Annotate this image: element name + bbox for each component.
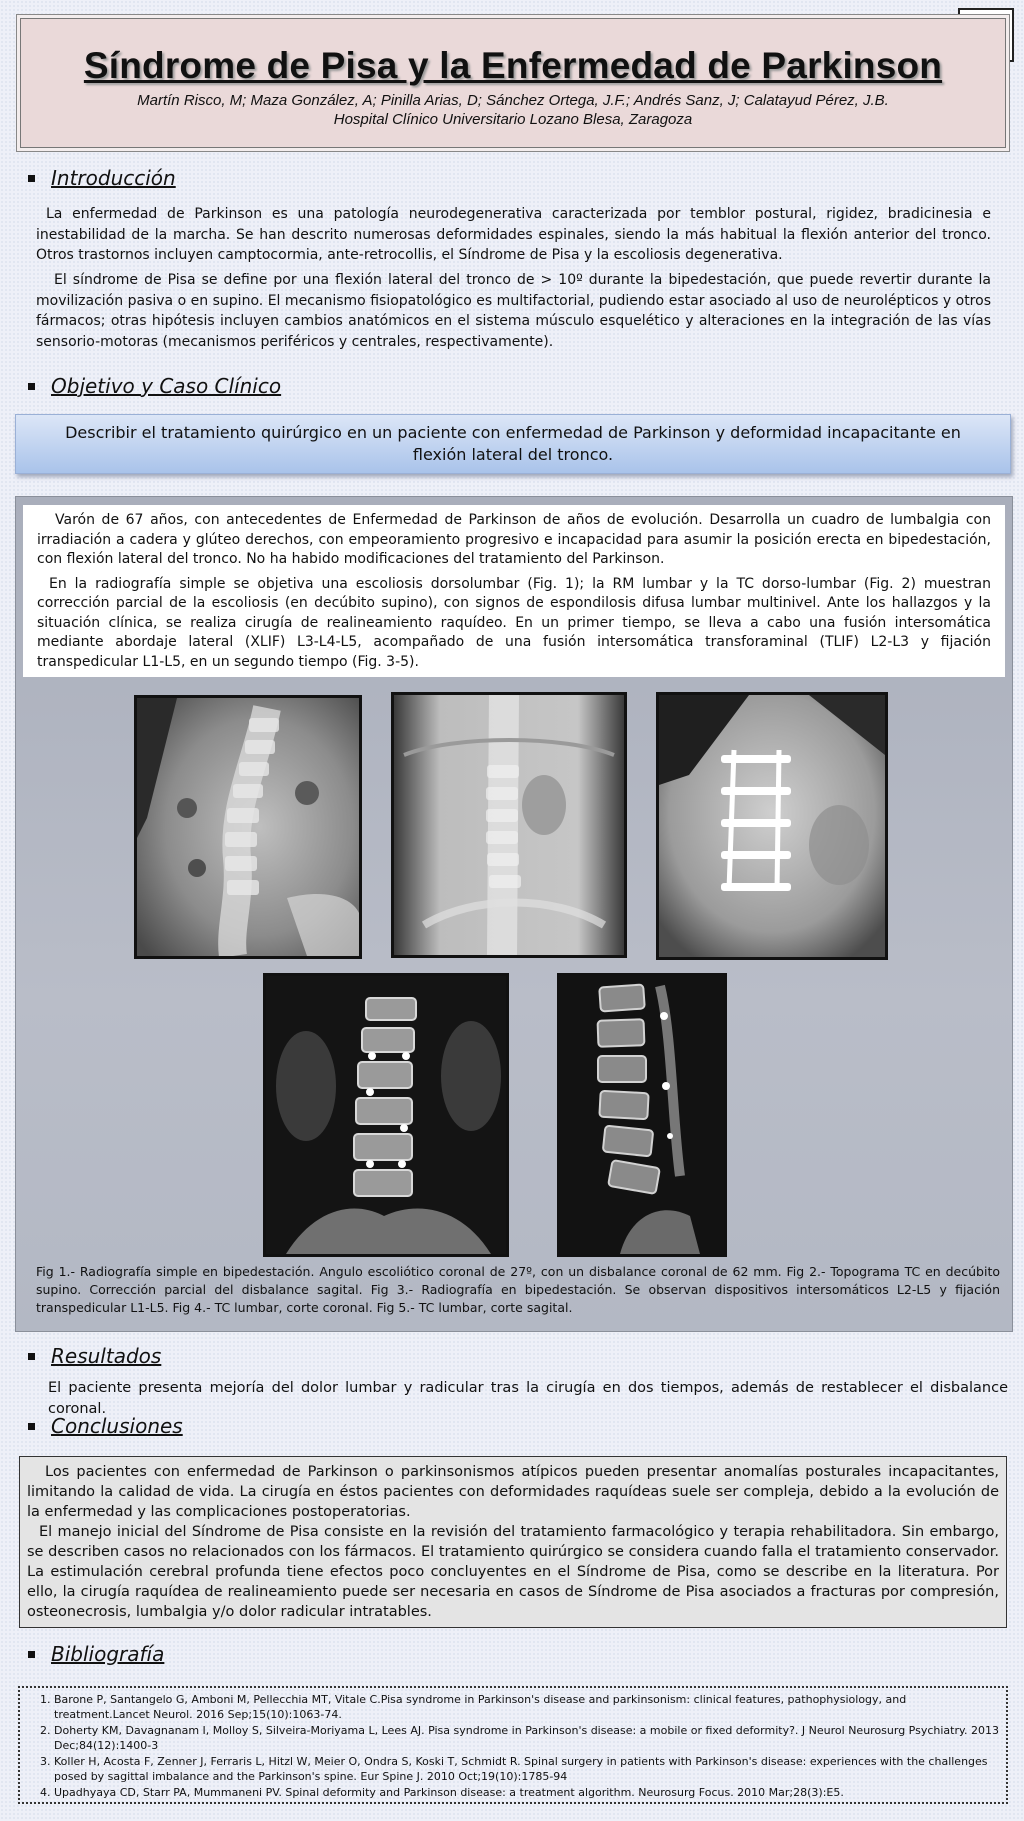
case-paragraph-1: Varón de 67 años, con antecedentes de Enfermedad de Parkinson de años de evolución. Desarrolla un cuadro de lumbalgia con irradiación a cadera y glúteo derechos, con empeoramiento progresivo e incapacidad para asumir la posición erecta en bipedestación, con flexión lateral del tronco. No ha habido modificaciones del tratamiento del Parkinson. [37, 512, 991, 567]
section-heading-conclusiones [28, 1414, 183, 1438]
section-heading-resultados [28, 1344, 161, 1368]
topogram-image [394, 695, 624, 955]
xray-image [137, 698, 359, 956]
conclusions-paragraph-1: Los pacientes con enfermedad de Parkinson o parkinsonismos atípicos pueden presentar anomalías posturales incapacitantes, limitando la calidad de vida. La cirugía en éstos pacientes con deformidades raquídeas suele ser compleja, debido a la evolución de la enfermedad y las complicaciones postoperatorias. [27, 1464, 999, 1520]
coronal-ct-image [266, 976, 506, 1254]
intro-paragraph-2: El síndrome de Pisa se define por una flexión lateral del tronco de > 10º durante la bipedestación, que puede revertir durante la movilización pasiva o en supino. El mecanismo fisiopatológico es multifactorial, pudiendo estar asociado al uso de neurolépticos y otros fármacos; otras hipótesis incluyen cambios anatómicos en el sistema músculo esquelético y alteraciones en la integración de las vías sensorio-motoras (mecanismos periféricos y centrales, respectivamente). [36, 272, 991, 350]
poster-title: Síndrome de Pisa y la Enfermedad de Parkinson [83, 45, 943, 86]
conclusions-box [19, 1456, 1007, 1628]
poster-header [20, 18, 1006, 148]
objective-text: Describir el tratamiento quirúrgico en un paciente con enfermedad de Parkinson y deformidad incapacitante en flexión lateral del tronco. [65, 423, 961, 464]
bullet-square-icon [28, 383, 35, 390]
bullet-square-icon [28, 1651, 35, 1658]
figure-caption: Fig 1.- Radiografía simple en bipedestación. Angulo escoliótico coronal de 27º, con un disbalance coronal de 62 mm. Fig 2.- Topograma TC en decúbito supino. Corrección parcial del disbalance sagital. Fig 3.- Radiografía en bipedestación. Se observan dispositivos intersomáticos L2-L5 y fijación transpedicular L1-L5. Fig 4.- TC lumbar, corte coronal. Fig 5.- TC lumbar, corte sagital. [36, 1264, 1000, 1315]
conclusions-paragraph-2: El manejo inicial del Síndrome de Pisa consiste en la revisión del tratamiento farmacológico y terapia rehabilitadora. Sin embargo, se describen casos no relacionados con los fármacos. El tratamiento quirúrgico se considera cuando falla el tratamiento conservador. La estimulación cerebral profunda tiene efectos poco concluyentes en el Síndrome de Pisa, como se describe en la literatura. Por ello, la cirugía raquídea de realineamiento puede ser necesaria en casos de Síndrome de Pisa asociados a fracturas por compresión, osteonecrosis, lumbalgia y/o dolor radicular intratables. [27, 1524, 999, 1620]
case-text-box [23, 505, 1005, 677]
section-title: Bibliografía [51, 1642, 165, 1666]
section-heading-introduccion [28, 166, 176, 190]
bibliography-item: 3. Koller H, Acosta F, Zenner J, Ferraris L, Hitzl W, Meier O, Ondra S, Koski T, Schmidt R. Spinal surgery in patients with Parkinson's disease: experiences with the challenges posed by sagittal imbalance and the Parkinson's spine. Eur Spine J. 2010 Oct;19(10):1785-94 [54, 1754, 1000, 1784]
bibliography-item: 1. Barone P, Santangelo G, Amboni M, Pellecchia MT, Vitale C.Pisa syndrome in Parkinson's disease and parkinsonism: clinical features, pathophysiology, and treatment.Lancet Neurol. 2016 Sep;15(10):1063-74. [54, 1692, 1000, 1722]
sagittal-ct-image [560, 976, 724, 1254]
bibliography-box [18, 1686, 1008, 1804]
bullet-square-icon [28, 1423, 35, 1430]
clinical-case-box [15, 496, 1013, 1332]
bullet-square-icon [28, 1353, 35, 1360]
section-heading-bibliografia [28, 1642, 164, 1666]
figure-1-xray [134, 695, 362, 959]
section-heading-objetivo [28, 374, 281, 398]
bibliography-item: 4. Upadhyaya CD, Starr PA, Mummaneni PV. Spinal deformity and Parkinson disease: a treatment algorithm. Neurosurg Focus. 2010 Mar;28(3):E5. [54, 1785, 1000, 1800]
section-title: Resultados [51, 1344, 162, 1368]
figure-2-ct-topogram [391, 692, 627, 958]
section-title: Objetivo y Caso Clínico [51, 374, 282, 398]
figure-4-coronal-ct [263, 973, 509, 1257]
figure-3-postop-xray [656, 692, 888, 960]
case-paragraph-2: En la radiografía simple se objetiva una escoliosis dorsolumbar (Fig. 1); la RM lumbar y la TC dorso-lumbar (Fig. 2) muestran corrección parcial de la escoliosis (en decúbito supino), con signos de espondilosis difusa lumbar multinivel. Ante los hallazgos y la situación clínica, se realiza cirugía de realineamiento raquídeo. En un primer tiempo, se lleva a cabo una fusión intersomática mediante abordaje lateral (XLIF) L3-L4-L5, acompañado de una fusión intersomática transforaminal (TLIF) L2-L3 y fijación transpedicular L1-L5, en un segundo tiempo (Fig. 3-5). [37, 575, 991, 670]
bibliography-list [26, 1692, 1000, 1800]
intro-paragraph-1: La enfermedad de Parkinson es una patología neurodegenerativa caracterizada por temblor postural, rigidez, bradicinesia e inestabilidad de la marcha. Se han descrito numerosas deformidades espinales, siendo la más habitual la flexión anterior del tronco. Otros trastornos incluyen camptocormia, ante-retrocollis, el Síndrome de Pisa y la escoliosis degenerativa. [36, 206, 991, 263]
authors: Martín Risco, M; Maza González, A; Pinilla Arias, D; Sánchez Ortega, J.F.; Andrés Sanz, J; Calatayud Pérez, J.B. [137, 92, 889, 109]
results-text: El paciente presenta mejoría del dolor lumbar y radicular tras la cirugía en dos tiempos, además de restablecer el disbalance coronal. [48, 1380, 1008, 1417]
bullet-square-icon [28, 175, 35, 182]
hospital: Hospital Clínico Universitario Lozano Blesa, Zaragoza [333, 111, 693, 128]
objective-box [15, 414, 1011, 474]
section-title: Conclusiones [51, 1414, 183, 1438]
bibliography-item: 2. Doherty KM, Davagnanam I, Molloy S, Silveira-Moriyama L, Lees AJ. Pisa syndrome in Parkinson's disease: a mobile or fixed deformity?. J Neurol Neurosurg Psychiatry. 2013 Dec;84(12):1400-3 [54, 1723, 1000, 1753]
postop-xray-image [659, 695, 885, 957]
section-title: Introducción [51, 166, 176, 190]
figure-5-sagittal-ct [557, 973, 727, 1257]
